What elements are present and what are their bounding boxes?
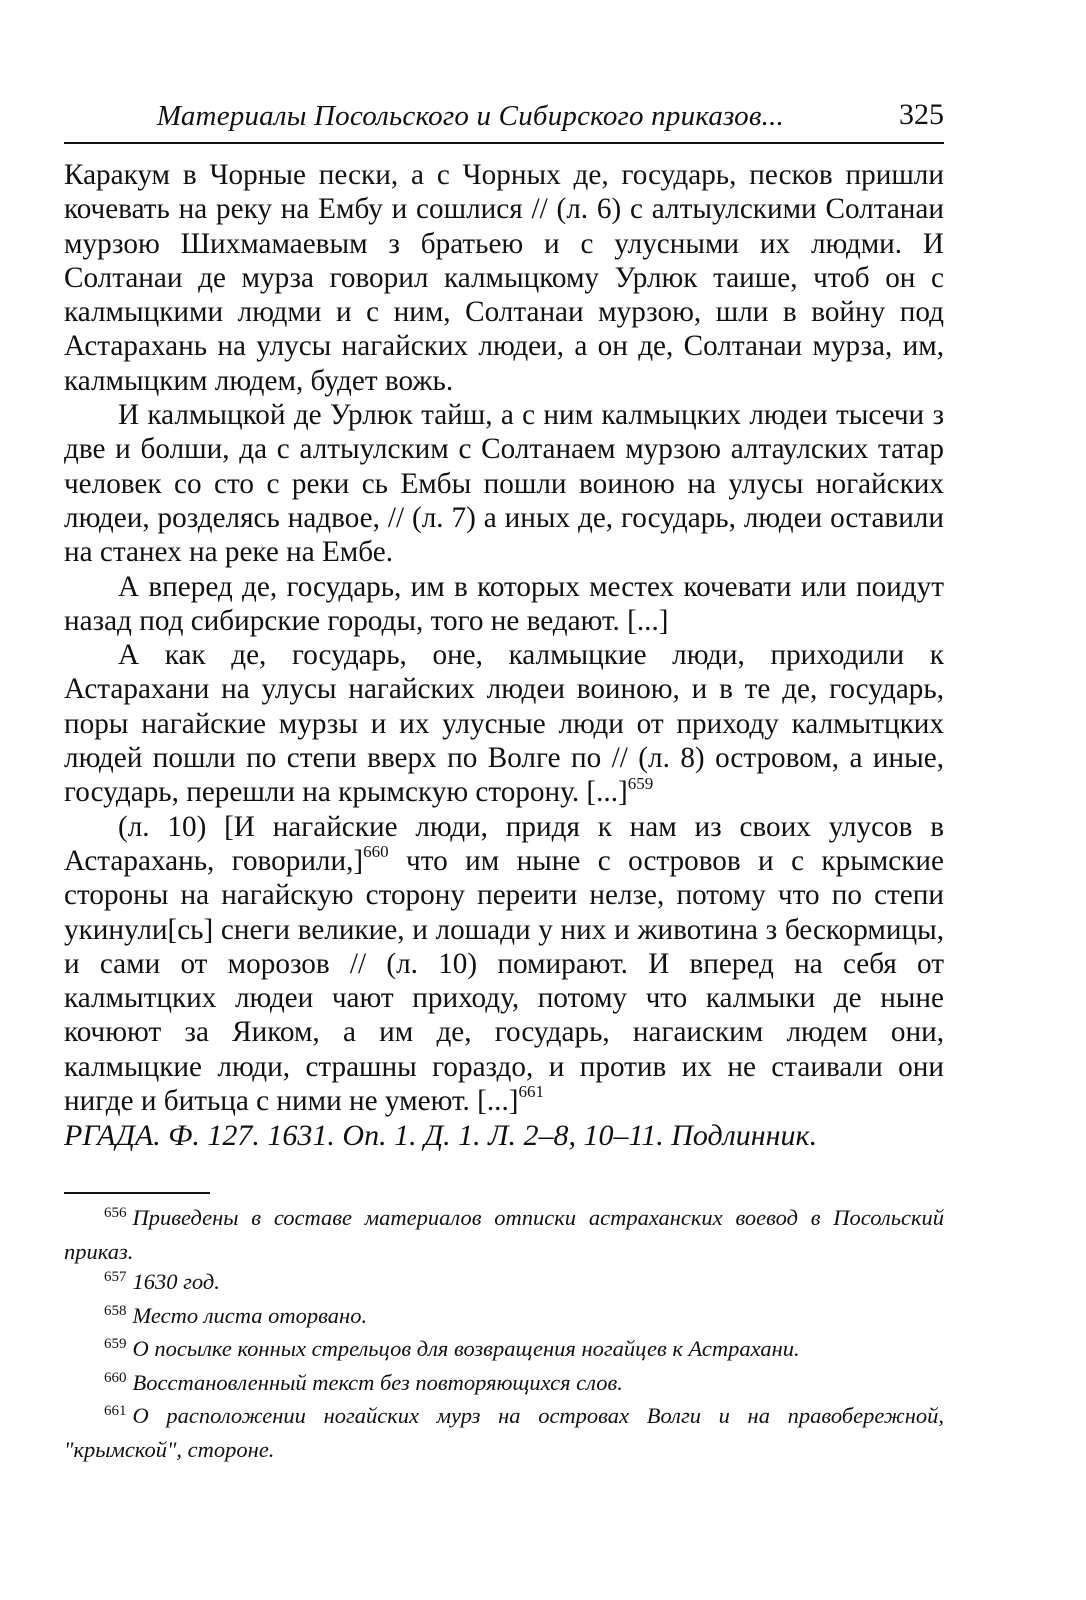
footnote-number: 661 xyxy=(104,1403,127,1419)
paragraph-5-text-a: (л. 10) [И нагайские люди, придя к нам из своих улусов в Астарахань, говорили,] xyxy=(64,810,944,877)
footnote-659 xyxy=(64,1334,944,1368)
paragraph-1: Каракум в Чорные пески, а с Чорных де, государь, песков пришли кочевать на реку на Ембу и сошлися // (л. 6) с алтыулскими Солтанаи мурзою Шихмамаевым з братьею и с улусными их людми. И Солтанаи де мурза говорил калмыцкому Урлюк таише, чтоб он с калмыцкими людми и с ним, Солтанаи мурзою, шли в войну под Астарахань на улусы нагайских людеи, а он де, Солтанаи мурза, им, калмыцким людем, будет вожь. xyxy=(64,159,944,397)
footnote-ref-660: 660 xyxy=(363,842,389,862)
footnote-656 xyxy=(64,1203,944,1267)
page-number: 325 xyxy=(899,98,944,131)
footnote-657 xyxy=(64,1267,944,1301)
running-header xyxy=(64,96,944,144)
paragraph-5 xyxy=(64,810,944,1119)
footnote-ref-661: 661 xyxy=(518,1082,544,1102)
footnote-number: 659 xyxy=(104,1336,127,1352)
footnote-text: Восстановленный текст без повторяющихся слов. xyxy=(132,1369,623,1395)
footnote-text: Место листа оторвано. xyxy=(132,1302,368,1328)
paragraph-3: А вперед де, государь, им в которых местех кочевати или поидут назад под сибирские городы, того не ведают. [...] xyxy=(64,570,944,637)
paragraph-2: И калмыцкой де Урлюк тайш, а с ним калмыцких людеи тысечи з две и болши, да с алтыулским с Солтанаем мурзою алтаулских татар человек со сто с реки сь Ембы пошли воиною на улусы ногайских людеи, розделясь надвое, // (л. 7) а иных де, государь, людеи оставили на станех на реке на Ембе. xyxy=(64,399,944,569)
footnote-text: О расположении ногайских мурз на островах Волги и на правобережной, "крымской", стороне. xyxy=(64,1403,944,1462)
footnotes xyxy=(64,1203,944,1465)
footnote-number: 656 xyxy=(104,1205,127,1221)
footnote-number: 657 xyxy=(104,1269,127,1285)
archival-source: РГАДА. Ф. 127. 1631. Оп. 1. Д. 1. Л. 2–8, 10–11. Подлинник. xyxy=(64,1119,818,1153)
footnote-text: Приведены в составе материалов отписки астраханских воевод в Посольский приказ. xyxy=(64,1205,944,1264)
footnote-text: 1630 год. xyxy=(132,1269,220,1294)
footnote-number: 658 xyxy=(104,1302,127,1319)
footnote-separator xyxy=(64,1192,210,1194)
footnote-text: О посылке конных стрельцов для возвращения ногайцев к Астрахани. xyxy=(132,1336,800,1361)
running-title: Материалы Посольского и Сибирского приказов... xyxy=(156,100,784,132)
paragraph-5-text-b: что им ныне с островов и с крымские стороны на нагайскую сторону переити нелзе, потому что по степи укинули[сь] снеги великие, и лошади у них и животина з бескормицы, и сами от морозов // (л. 10) помирают. И вперед на себя от калмытцких людеи чают приходу, потому что калмыки де ныне кочюют за Яиком, а им де, государь, нагаиским людем они, калмыцкие люди, страшны гораздо, и против их не стаивали они нигде и битьца с ними не умеют. [...] xyxy=(64,844,944,1118)
footnote-661 xyxy=(64,1401,944,1465)
paragraph-4-text: А как де, государь, оне, калмыцкие люди, приходили к Астарахани на улусы нагайских людеи воиною, и в те де, государь, поры нагайские мурзы и их улусные люди от приходу калмытцких людей пошли по степи вверх по Волге по // (л. 8) островом, а иные, государь, перешли на крымскую сторону. [...] xyxy=(64,639,944,809)
footnote-660 xyxy=(64,1368,944,1402)
footnote-ref-659: 659 xyxy=(627,773,654,793)
footnote-number: 660 xyxy=(104,1369,127,1386)
footnote-658 xyxy=(64,1301,944,1335)
paragraph-4 xyxy=(64,638,944,809)
main-text xyxy=(64,158,944,1154)
